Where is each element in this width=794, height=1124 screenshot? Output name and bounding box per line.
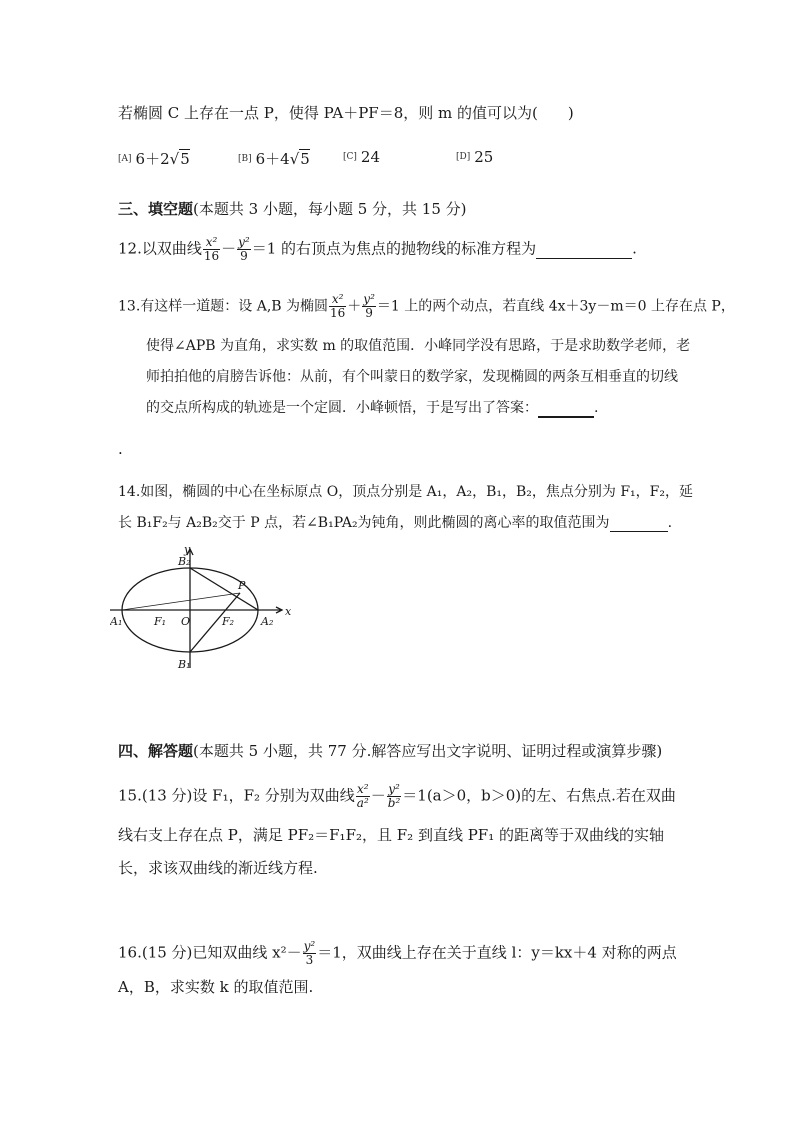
fraction xyxy=(203,236,220,263)
option-text: 25 xyxy=(474,148,494,166)
option-text: 6＋2 xyxy=(135,150,170,168)
denominator: 9 xyxy=(365,306,373,320)
q13-line4-text: 的交点所构成的轨迹是一个定圆．小峰顿悟，于是写出了答案： xyxy=(146,400,538,416)
q13-prefix: 13.有这样一道题：设 A,B 为椭圆 xyxy=(118,298,329,315)
period: . xyxy=(594,400,599,416)
denominator: 3 xyxy=(305,953,314,967)
q11-option-d[interactable] xyxy=(456,148,493,166)
operator: － xyxy=(221,239,237,258)
answer-blank[interactable] xyxy=(536,240,632,259)
section-title: 三、填空题 xyxy=(118,200,194,218)
q14-line2-text: 长 B₁F₂与 A₂B₂交于 P 点，若∠B₁PA₂为钝角，则此椭圆的离心率的取值范围为 xyxy=(118,515,610,531)
question-16-line-1 xyxy=(118,940,677,967)
q15-suffix: ＝1(a＞0，b＞0)的左、右焦点.若在双曲 xyxy=(402,786,676,805)
question-15-line-2: 线右支上存在点 P，满足 PF₂＝F₁F₂，且 F₂ 到直线 PF₁ 的距离等于双曲线的实轴 xyxy=(118,826,664,844)
numerator: x² xyxy=(356,782,369,796)
option-tag: [D] xyxy=(456,152,471,162)
label-a2: A₂ xyxy=(261,615,274,628)
label-b2: B₂ xyxy=(178,555,191,568)
question-12 xyxy=(118,236,637,263)
q16-suffix: ＝1，双曲线上存在关于直线 l：y＝kx＋4 对称的两点 xyxy=(317,943,677,962)
sqrt-sign: √ xyxy=(169,150,180,168)
label-a1: A₁ xyxy=(110,615,123,628)
q11-option-b[interactable] xyxy=(238,148,310,169)
fraction xyxy=(362,293,376,320)
denominator: 9 xyxy=(240,249,248,263)
numerator: y² xyxy=(238,235,250,249)
line-a1-p xyxy=(122,593,240,610)
question-14-line-2 xyxy=(118,512,672,532)
option-tag: [A] xyxy=(118,154,132,164)
numerator: y² xyxy=(388,782,400,796)
section-note: (本题共 5 小题，共 77 分.解答应写出文字说明、证明过程或演算步骤) xyxy=(193,742,663,760)
section-3-heading xyxy=(118,198,467,219)
question-13-line-1 xyxy=(118,293,735,320)
fraction xyxy=(387,783,402,810)
radicand: 5 xyxy=(180,150,190,168)
label-x: x xyxy=(285,605,292,618)
numerator: y² xyxy=(363,292,375,306)
period: . xyxy=(667,515,673,531)
option-tag: [B] xyxy=(238,154,252,164)
question-14-line-1: 14.如图，椭圆的中心在坐标原点 O，顶点分别是 A₁，A₂，B₁，B₂，焦点分别为 F₁，F₂，延 xyxy=(118,484,693,500)
ellipse-figure xyxy=(110,543,295,668)
sqrt-sign: √ xyxy=(289,150,300,168)
option-tag: [C] xyxy=(343,152,357,162)
question-13-line-4 xyxy=(146,397,598,418)
denominator: b² xyxy=(387,796,401,810)
q11-option-c[interactable] xyxy=(343,148,380,166)
answer-blank[interactable] xyxy=(610,515,668,532)
fraction xyxy=(303,940,317,967)
numerator: y² xyxy=(303,939,316,953)
question-16-line-2: A，B，求实数 k 的取值范围. xyxy=(118,978,314,996)
operator: － xyxy=(370,786,386,805)
question-15-line-1 xyxy=(118,783,676,810)
denominator: 16 xyxy=(330,306,346,320)
label-b1: B₁ xyxy=(178,658,191,668)
label-f1: F₁ xyxy=(154,615,167,628)
period: . xyxy=(632,239,637,258)
numerator: x² xyxy=(329,293,346,307)
question-13-line-3: 师拍拍他的肩膀告诉他：从前，有个叫蒙日的数学家，发现椭圆的两条互相垂直的切线 xyxy=(146,369,678,385)
line-b2-a2 xyxy=(190,568,258,610)
section-title: 四、解答题 xyxy=(118,742,194,760)
operator: ＋ xyxy=(347,298,362,315)
question-15-line-3: 长，求该双曲线的渐近线方程. xyxy=(118,859,318,877)
fraction xyxy=(356,783,370,810)
question-13-line-2: 使得∠APB 为直角，求实数 m 的取值范围．小峰同学没有思路，于是求助数学老师，老 xyxy=(146,338,691,354)
q11-option-a[interactable] xyxy=(118,148,190,169)
option-text: 6＋4 xyxy=(255,150,290,168)
q15-prefix: 15.(13 分)设 F₁，F₂ 分别为双曲线 xyxy=(118,786,355,805)
option-text: 24 xyxy=(360,148,381,166)
denominator: 16 xyxy=(203,249,220,263)
q12-suffix: ＝1 的右顶点为焦点的抛物线的标准方程为 xyxy=(251,239,537,258)
fraction xyxy=(329,293,346,320)
denominator: a² xyxy=(356,796,369,810)
label-p: P xyxy=(238,579,246,592)
section-4-heading xyxy=(118,740,662,761)
label-o: O xyxy=(181,615,191,628)
q11-stem-tail: 若椭圆 C 上存在一点 P，使得 PA＋PF＝8，则 m 的值可以为( ) xyxy=(118,104,574,122)
q16-prefix: 16.(15 分)已知双曲线 x²－ xyxy=(118,943,302,962)
section-note: (本题共 3 小题，每小题 5 分，共 15 分) xyxy=(193,200,467,218)
label-y: y xyxy=(184,543,191,556)
fraction xyxy=(237,236,251,263)
label-f2: F₂ xyxy=(222,615,235,628)
q13-suffix: ＝1 上的两个动点，若直线 4x＋3y－m＝0 上存在点 P， xyxy=(376,298,735,315)
stray-dot: . xyxy=(118,440,123,458)
radicand: 5 xyxy=(300,150,310,168)
answer-blank[interactable] xyxy=(538,400,594,418)
numerator: x² xyxy=(203,236,220,250)
q12-prefix: 12.以双曲线 xyxy=(118,239,202,258)
